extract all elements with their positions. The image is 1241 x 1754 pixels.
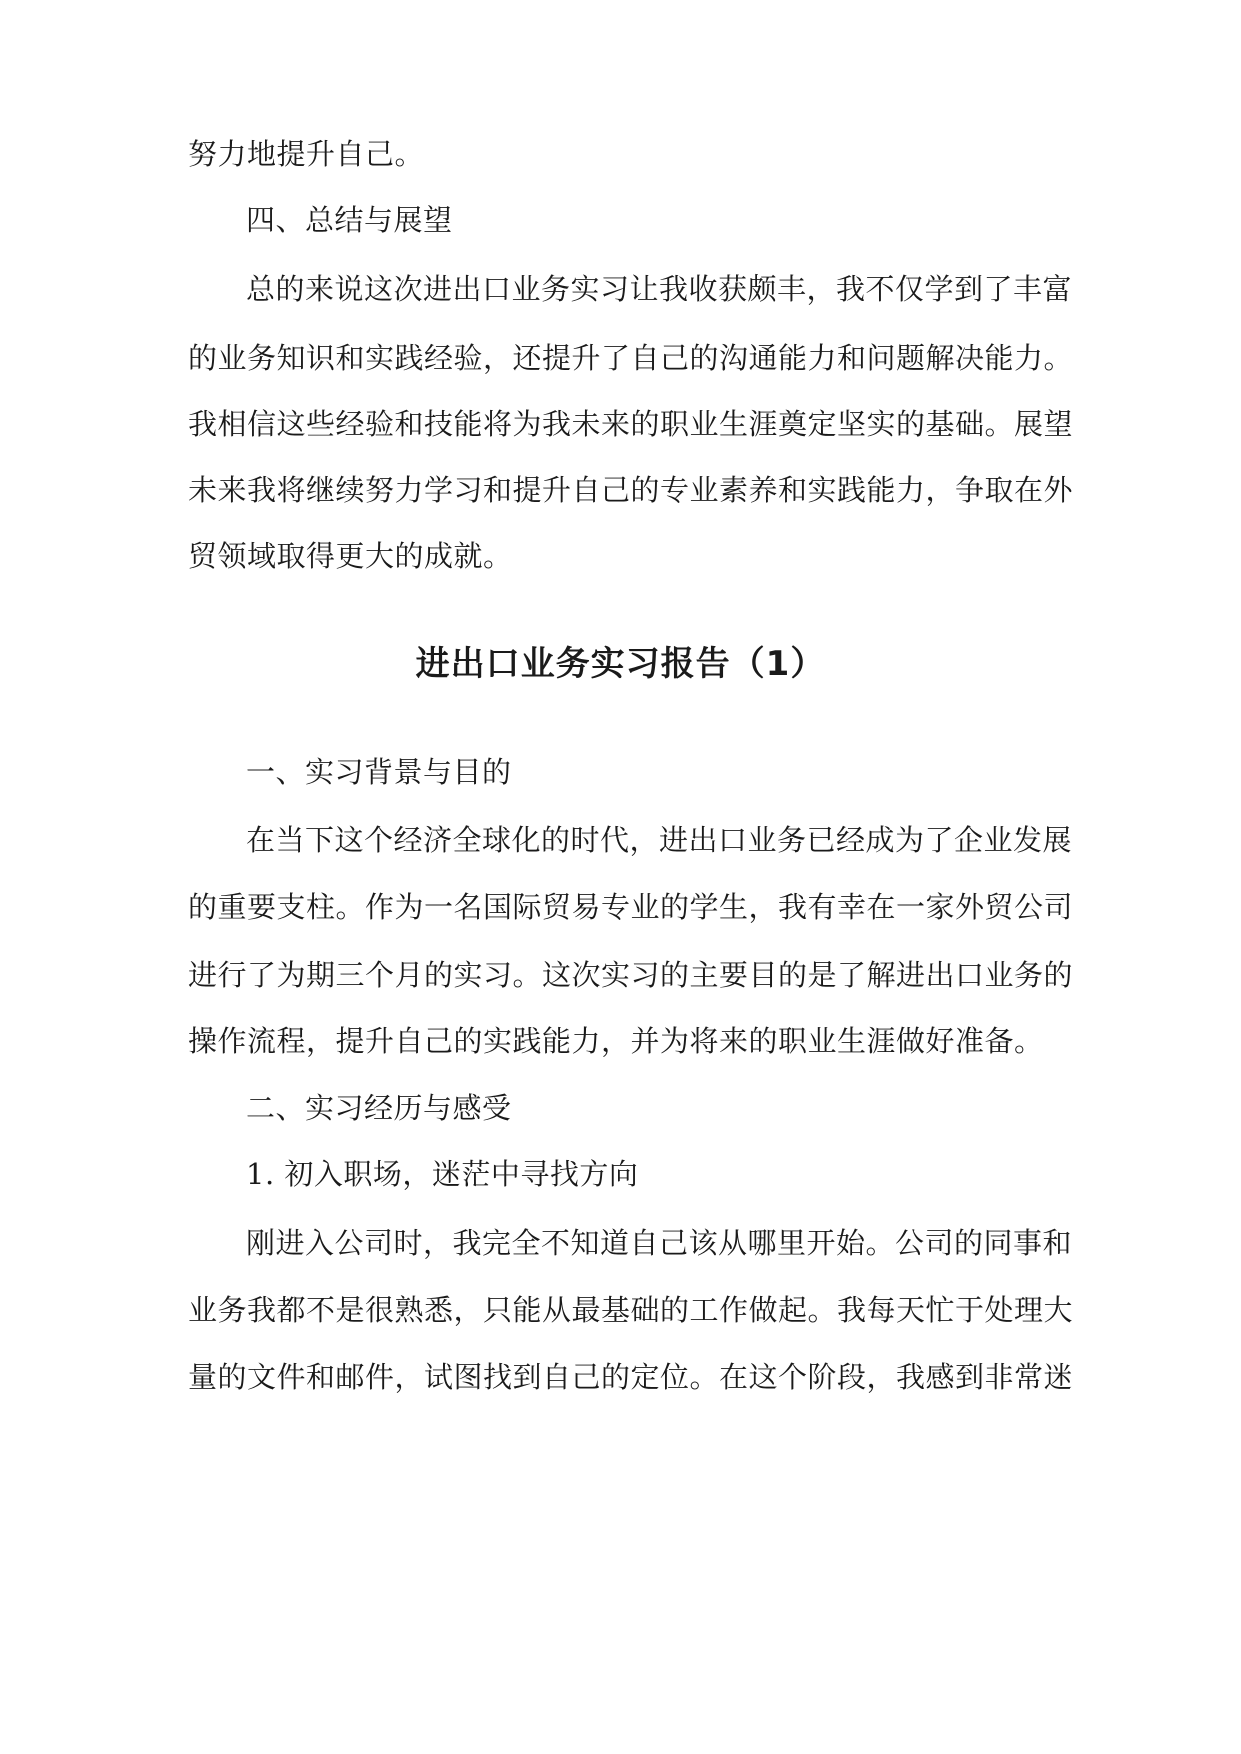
subsection1-paragraph-line: 业务我都不是很熟悉，只能从最基础的工作做起。我每天忙于处理大 <box>188 1293 1074 1327</box>
section4-paragraph-line: 贸领域取得更大的成就。 <box>188 539 513 573</box>
paragraph-continuation: 努力地提升自己。 <box>188 137 425 171</box>
subsection1-paragraph-line: 量的文件和邮件，试图找到自己的定位。在这个阶段，我感到非常迷 <box>188 1360 1074 1394</box>
section4-paragraph-line: 总的来说这次进出口业务实习让我收获颇丰，我不仅学到了丰富 <box>246 272 1073 306</box>
section4-paragraph-line: 未来我将继续努力学习和提升自己的专业素养和实践能力，争取在外 <box>188 473 1074 507</box>
section2-heading: 二、实习经历与感受 <box>246 1091 512 1125</box>
section1-paragraph-line: 在当下这个经济全球化的时代，进出口业务已经成为了企业发展 <box>246 823 1073 857</box>
section1-paragraph-line: 的重要支柱。作为一名国际贸易专业的学生，我有幸在一家外贸公司 <box>188 890 1074 924</box>
section1-paragraph-line: 操作流程，提升自己的实践能力，并为将来的职业生涯做好准备。 <box>188 1024 1044 1058</box>
section4-paragraph-line: 我相信这些经验和技能将为我未来的职业生涯奠定坚实的基础。展望 <box>188 407 1074 441</box>
section1-heading: 一、实习背景与目的 <box>246 755 512 789</box>
subsection1-paragraph-line: 刚进入公司时，我完全不知道自己该从哪里开始。公司的同事和 <box>246 1226 1073 1260</box>
subsection1-heading: 1. 初入职场，迷茫中寻找方向 <box>246 1157 639 1191</box>
report-title: 进出口业务实习报告（1） <box>415 644 826 684</box>
section1-paragraph-line: 进行了为期三个月的实习。这次实习的主要目的是了解进出口业务的 <box>188 958 1074 992</box>
section4-paragraph-line: 的业务知识和实践经验，还提升了自己的沟通能力和问题解决能力。 <box>188 341 1074 375</box>
section4-heading: 四、总结与展望 <box>246 203 453 237</box>
